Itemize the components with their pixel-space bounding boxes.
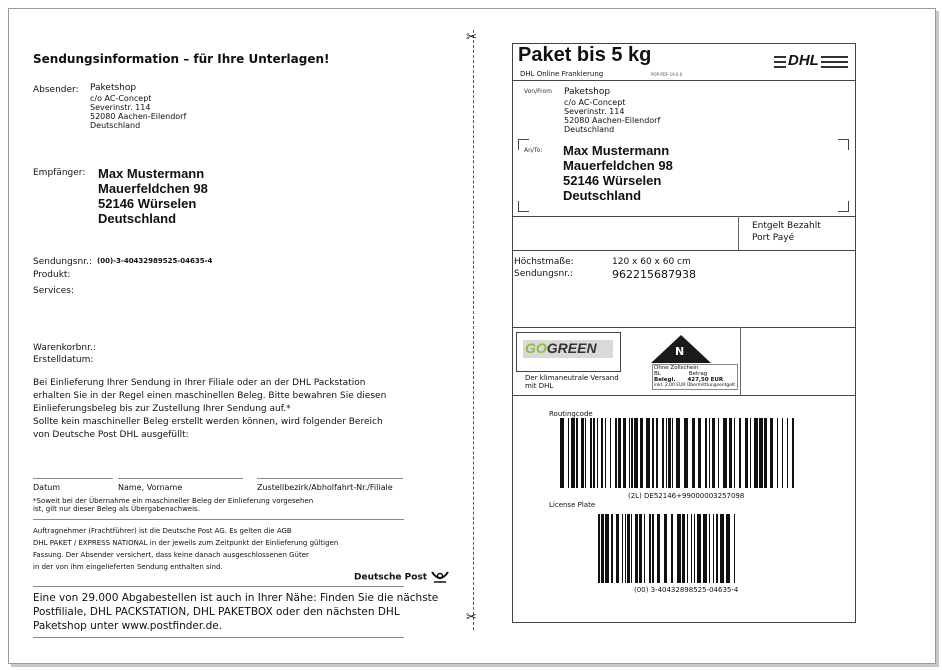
routing-barcode (560, 418, 800, 488)
barcode-bar (649, 514, 651, 583)
divider (33, 586, 404, 587)
barcode-bar (568, 418, 569, 488)
barcode-bar (656, 418, 658, 488)
recipient-address (98, 166, 208, 226)
barcode-bar (684, 418, 688, 488)
barcode-bar (745, 418, 748, 488)
barcode-bar (666, 418, 667, 488)
barcode-bar (631, 418, 633, 488)
info-line: Sollte kein maschineller Beleg erstellt werden können, wird folgender Bereich (33, 417, 383, 427)
finder-line: Postfiliale, DHL PACKSTATION, DHL PAKETBOX oder den nächsten DHL (33, 606, 400, 618)
legal-line: in der von ihm eingelieferten Sendung enthalten sind. (33, 563, 223, 571)
barcode-bar (597, 418, 598, 488)
to-line: Deutschland (563, 188, 642, 203)
barcode-bar (682, 514, 685, 583)
scissors-icon: ✂ (466, 610, 477, 625)
info-line: Einlieferungsbeleg bis zur Zustellung Ihrer Sendung auf.* (33, 404, 291, 414)
barcode-bar (590, 418, 592, 488)
customs-amount: 427,50 EUR (687, 377, 724, 383)
divider (740, 327, 741, 395)
barcode-bar (623, 418, 626, 488)
divider (512, 80, 856, 81)
divider (512, 250, 856, 251)
from-address (564, 86, 660, 134)
barcode-bars (560, 418, 794, 488)
to-line: 52146 Würselen (563, 173, 662, 188)
to-line: Mauerfeldchen 98 (563, 158, 673, 173)
barcode-bar (687, 514, 688, 583)
barcode-bar (726, 514, 730, 583)
date-line (33, 478, 113, 479)
gogreen-box (516, 332, 621, 372)
barcode-bar (677, 514, 681, 583)
finder-text (33, 591, 438, 633)
info-line: Bei Einlieferung Ihrer Sendung in Ihrer Filiale oder an der DHL Packstation (33, 378, 366, 388)
field-name: Name, Vorname (118, 483, 183, 492)
barcode-bar (668, 418, 671, 488)
to-label: An/To: (524, 147, 543, 154)
field-district: Zustellbezirk/Abholfahrt-Nr./Filiale (257, 483, 393, 492)
barcode-bar (631, 514, 632, 583)
sender-line: c/o AC-Concept (90, 94, 152, 103)
barcode-bar (787, 418, 788, 488)
customs-info (654, 365, 735, 389)
receipt-title: Sendungsinformation – für Ihre Unterlagen! (33, 52, 330, 66)
barcode-bar (770, 418, 773, 488)
sender-line: Paketshop (90, 83, 137, 93)
barcode-bar (713, 514, 714, 583)
from-line: Severinstr. 114 (564, 107, 625, 116)
barcode-bar (605, 514, 609, 583)
divider (512, 327, 856, 328)
barcode-bar (709, 418, 710, 488)
recipient-line: Max Mustermann (98, 166, 205, 181)
gogreen-caption-line: Der klimaneutrale Versand (525, 374, 619, 382)
paid-line: Entgelt Bezahlt (752, 221, 821, 231)
barcode-bar (703, 514, 707, 583)
barcode-bar (652, 514, 654, 583)
routing-label: Routingcode (549, 410, 593, 418)
services-label: Services: (33, 286, 74, 296)
barcode-bar (754, 418, 758, 488)
barcode-bar (792, 418, 794, 488)
barcode-bar (672, 418, 673, 488)
to-address (563, 143, 673, 203)
label-code: POP-PDF-19.0.0 (651, 72, 683, 77)
barcode-bar (576, 418, 578, 488)
footnote-line: *Soweit bei der Übernahme ein maschineller Beleg der Einlieferung vorgesehen (33, 497, 314, 505)
brand-text: Deutsche Post (354, 572, 428, 583)
barcode-bar (709, 514, 710, 583)
customs-title: Ohne Zollschein (654, 365, 699, 371)
customs-belegl: Belegl. (654, 377, 676, 383)
barcode-bar (720, 514, 724, 583)
barcode-bar (639, 514, 642, 583)
barcode-bar (635, 514, 638, 583)
dhl-logo (774, 52, 848, 70)
barcode-bar (652, 418, 654, 488)
barcode-bar (750, 418, 751, 488)
barcode-bar (598, 514, 600, 583)
barcode-bar (759, 418, 763, 488)
barcode-bar (712, 418, 715, 488)
divider (33, 637, 404, 638)
barcode-bars (598, 514, 735, 583)
barcode-bar (611, 514, 613, 583)
barcode-bar (691, 514, 692, 583)
gogreen-green: GREEN (546, 340, 597, 356)
name-line (118, 478, 243, 479)
label-shipment-label: Sendungsnr.: (514, 269, 573, 279)
post-horn-icon (430, 570, 450, 584)
legal-line: DHL PAKET / EXPRESS NATIONAL in der jeweils zum Zeitpunkt der Einlieferung gültigen (33, 539, 339, 547)
sender-label: Absender: (33, 85, 79, 95)
barcode-bar (764, 418, 767, 488)
barcode-bar (657, 514, 660, 583)
gogreen-go: GO (525, 340, 547, 356)
info-line: von Deutsche Post DHL ausgefüllt: (33, 430, 189, 440)
barcode-bar (560, 418, 564, 488)
barcode-bar (782, 418, 783, 488)
barcode-bar (739, 418, 741, 488)
barcode-bar (705, 418, 707, 488)
barcode-bar (698, 418, 701, 488)
barcode-bar (634, 418, 638, 488)
footnote-line: ist, gilt nur dieser Beleg als Übergabenachweis. (33, 505, 200, 513)
barcode-bar (593, 418, 595, 488)
recipient-line: 52146 Würselen (98, 196, 197, 211)
barcode-bar (601, 514, 604, 583)
barcode-bar (605, 418, 606, 488)
barcode-bar (629, 418, 630, 488)
barcode-bar (627, 514, 630, 583)
divider (738, 216, 739, 250)
sender-address (90, 82, 186, 130)
corner-mark (518, 201, 529, 212)
gogreen-logo (525, 340, 597, 356)
barcode-bar (601, 418, 603, 488)
plate-label: License Plate (549, 501, 596, 509)
to-line: Max Mustermann (563, 143, 670, 158)
barcode-bar (571, 418, 575, 488)
barcode-bar (734, 514, 735, 583)
sender-line: Severinstr. 114 (90, 103, 151, 112)
divider (33, 519, 404, 520)
district-line (257, 478, 403, 479)
finder-line: Eine von 29.000 Abgabestellen ist auch in Ihrer Nähe: Finden Sie die nächste (33, 592, 439, 604)
barcode-bar (622, 514, 623, 583)
scissors-icon: ✂ (466, 30, 477, 45)
barcode-bar (694, 514, 695, 583)
barcode-bar (697, 514, 701, 583)
dims-value: 120 x 60 x 60 cm (612, 257, 691, 267)
info-line: erhalten Sie in der Regel einen maschinellen Beleg. Bitte bewahren Sie diesen (33, 391, 387, 401)
barcode-bar (616, 514, 619, 583)
barcode-bar (581, 418, 584, 488)
finder-line: Paketshop unter www.postfinder.de. (33, 620, 223, 632)
barcode-bar (718, 418, 719, 488)
product-label: Produkt: (33, 270, 71, 280)
from-line: Deutschland (564, 125, 615, 134)
sender-line: 52080 Aachen-Eilendorf (90, 112, 187, 121)
postage-paid (752, 220, 821, 244)
paid-line: Port Payé (752, 233, 795, 243)
barcode-bar (640, 418, 643, 488)
zone-letter: N (675, 345, 685, 358)
cut-line (473, 30, 474, 630)
routing-value: (2L) DE52146+99000003257098 (628, 492, 745, 500)
customs-note: inkl. 2,00 EUR Übermittlungsentgelt (654, 383, 735, 388)
barcode-bar (716, 514, 718, 583)
from-label: Von/From (524, 88, 552, 95)
gogreen-caption (525, 374, 619, 390)
plate-barcode (598, 514, 740, 583)
corner-mark (838, 139, 849, 150)
barcode-bar (664, 514, 667, 583)
recipient-line: Mauerfeldchen 98 (98, 181, 208, 196)
cart-label: Warenkorbnr.: (33, 343, 96, 353)
barcode-bar (723, 418, 727, 488)
barcode-bar (646, 418, 650, 488)
legal-text (33, 525, 338, 573)
corner-mark (838, 201, 849, 212)
divider (512, 395, 856, 396)
customs-bl: BL (654, 371, 661, 377)
barcode-bar (625, 514, 626, 583)
barcode-bar (777, 418, 778, 488)
divider (512, 216, 856, 217)
from-line: Paketshop (564, 87, 611, 97)
label-subtitle: DHL Online Frankierung (520, 70, 604, 78)
dhl-logo-text: DHL (788, 52, 819, 69)
created-label: Erstelldatum: (33, 355, 94, 365)
gogreen-caption-line: mit DHL (525, 382, 554, 390)
footnote (33, 497, 313, 513)
legal-line: Fassung. Der Absender versichert, dass keine danach ausgeschlossenen Güter (33, 551, 309, 559)
barcode-bar (734, 418, 735, 488)
label-title: Paket bis 5 kg (518, 44, 652, 66)
shipment-value: (00)-3-40432989525-04635-4 (97, 257, 213, 265)
barcode-bar (671, 514, 673, 583)
legal-line: Auftragnehmer (Frachtführer) ist die Deutsche Post AG. Es gelten die AGB (33, 527, 292, 535)
info-paragraph (33, 377, 386, 442)
from-line: c/o AC-Concept (564, 98, 626, 107)
barcode-bar (618, 418, 621, 488)
barcode-bar (692, 418, 695, 488)
recipient-line: Deutschland (98, 211, 177, 226)
barcode-bar (585, 418, 586, 488)
barcode-bar (610, 418, 611, 488)
barcode-bar (676, 418, 680, 488)
recipient-label: Empfänger: (33, 168, 86, 178)
plate-value: (00) 3-40432898525-04635-4 (634, 586, 739, 594)
deutsche-post-logo (354, 570, 450, 584)
field-date: Datum (33, 483, 61, 492)
sender-line: Deutschland (90, 121, 141, 130)
customs-betrag: Betrag (688, 371, 708, 377)
barcode-bar (644, 514, 645, 583)
shipment-label: Sendungsnr.: (33, 257, 92, 267)
barcode-bar (615, 418, 617, 488)
barcode-bar (729, 418, 732, 488)
barcode-bar (662, 418, 664, 488)
from-line: 52080 Aachen-Eilendorf (564, 116, 661, 125)
label-shipment-value: 962215687938 (612, 268, 696, 281)
dims-label: Höchstmaße: (514, 257, 574, 267)
